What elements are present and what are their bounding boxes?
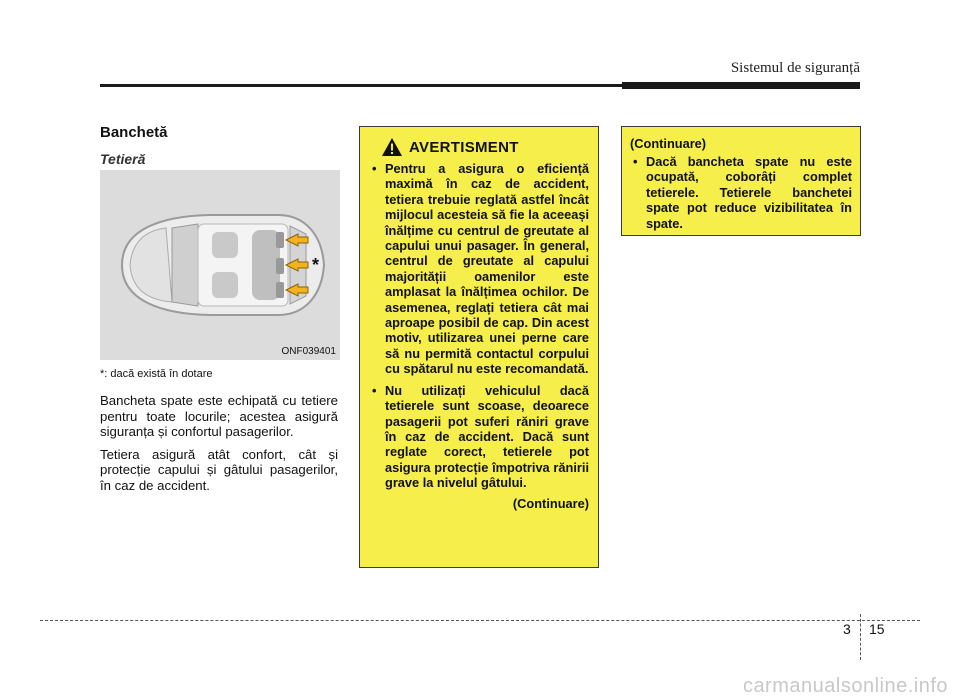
- footer-rule: [40, 620, 920, 621]
- section-title: Banchetă: [100, 124, 168, 141]
- list-item: • Dacă bancheta spate nu este ocupată, coborâți complet tetierele. Tetierele banchetei spate pot reduce vizibilitatea în spate.: [633, 154, 852, 231]
- list-item: • Nu utilizați vehiculul dacă tetierele sunt scoase, deoarece pasagerii pot suferi răniri grave în caz de accident. Dacă sunt reglate corect, tetierele pot asigura protecție împotriva rănirii grave la nivelul gâtului.: [372, 382, 589, 491]
- figure-code: ONF039401: [281, 346, 336, 357]
- warning-box: [359, 126, 599, 568]
- list-item: • Pentru a asigura o eficiență maximă în caz de accident, tetiera trebuie reglată astfel încât mijlocul acesteia să fie la aceeași înălțime cu centrul de greutate al capului unui pasager. În general, centrul de greutate al capului majorității oamenilor este amplasat la înălțimea ochilor. De asemenea, reglați tetiera cât mai aproape posibil de cap. Din acest motiv, utilizarea unei perne care să nu permită contactul corpului cu spătarul nu este recomandată.: [372, 161, 589, 377]
- chapter-number: 3: [843, 621, 851, 637]
- running-header: Sistemul de siguranță: [730, 60, 860, 76]
- continued-warning-box: [621, 126, 861, 236]
- paragraph: Bancheta spate este echipată cu tetiere pentru toate locurile; acestea asigură siguranța și confortul pasagerilor.: [100, 393, 338, 439]
- car-seating-figure: [100, 170, 340, 360]
- page-number: 15: [869, 621, 885, 637]
- warning-list: [369, 161, 589, 491]
- continuation-label: (Continuare): [512, 495, 589, 511]
- optional-marker: *: [312, 255, 320, 275]
- warning-header: [369, 137, 589, 157]
- warning-title: AVERTISMENT: [409, 138, 519, 156]
- subsection-title: Tetieră: [100, 151, 146, 167]
- car-top-view-illustration: [100, 170, 340, 360]
- figure-footnote: *: dacă există în dotare: [100, 368, 213, 380]
- body-text: [100, 393, 338, 500]
- continued-list: [630, 154, 852, 231]
- continued-heading: (Continuare): [630, 136, 707, 151]
- watermark: carmanualsonline.info: [742, 675, 948, 697]
- header-rule-accent: [622, 82, 860, 89]
- warning-triangle-icon: [381, 137, 403, 157]
- paragraph: Tetiera asigură atât confort, cât și protecție capului și gâtului pasagerilor, în caz de accident.: [100, 446, 338, 493]
- page-divider: [860, 614, 861, 660]
